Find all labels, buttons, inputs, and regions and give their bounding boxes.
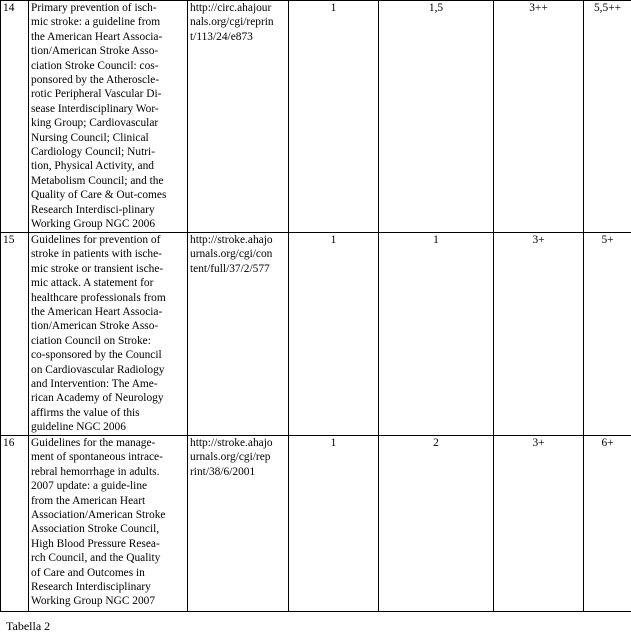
guideline-title: Guidelines for the manage- ment of spontaneous intrace- rebral hemorrhage in adults. 2007 update: a guide-line from the American Heart Association/American Stroke Association Stroke Council, High Blood Pressure Resea- rch Council, and the Quality of Care and Outcomes in Research Interdisciplinary Working Group NGC 2007 bbox=[29, 436, 188, 612]
table-row bbox=[1, 1, 631, 233]
guideline-title: Primary prevention of isch- mic stroke: a guideline from the American Heart Associa- tion/American Stroke Asso- ciation Stroke Council: cos- ponsored by the Atheroscle- rotic Peripheral Vascular Di- sease Interdisciplinary Wor- king Group; Cardiovascular Nursing Council; Clinical Cardiology Council; Nutri- tion, Physical Activity, and Metabolism Council; and the Quality of Care & Out-comes Research Interdisci-plinary Working Group NGC 2006 bbox=[29, 1, 188, 233]
row-number: 16 bbox=[1, 436, 29, 612]
value-cell-2: 1 bbox=[379, 233, 494, 436]
table-caption: Tabella 2 bbox=[6, 619, 51, 633]
value-cell-4: 5+ bbox=[584, 233, 631, 436]
guideline-title: Guidelines for prevention of stroke in patients with ische- mic stroke or transient ische- mic attack. A statement for healthcare professionals from the American Heart Associa- tion/American Stroke Asso- ciation Council on Stroke: co-sponsored by the Council on Cardiovascular Radiology and Intervention: The Ame- rican Academy of Neurology affirms the value of this guideline NGC 2006 bbox=[29, 233, 188, 436]
value-cell-1: 1 bbox=[289, 233, 379, 436]
row-number: 14 bbox=[1, 1, 29, 233]
guideline-url: http://circ.ahajour nals.org/cgi/reprin t/113/24/e873 bbox=[188, 1, 289, 233]
value-cell-1: 1 bbox=[289, 436, 379, 612]
value-cell-2: 1,5 bbox=[379, 1, 494, 233]
row-number: 15 bbox=[1, 233, 29, 436]
value-cell-1: 1 bbox=[289, 1, 379, 233]
table-row bbox=[1, 233, 631, 436]
value-cell-4: 6+ bbox=[584, 436, 631, 612]
value-cell-3: 3++ bbox=[494, 1, 584, 233]
guideline-url: http://stroke.ahajo urnals.org/cgi/rep rint/38/6/2001 bbox=[188, 436, 289, 612]
value-cell-2: 2 bbox=[379, 436, 494, 612]
table-row bbox=[1, 436, 631, 612]
value-cell-3: 3+ bbox=[494, 436, 584, 612]
guideline-url: http://stroke.ahajo urnals.org/cgi/con tent/full/37/2/577 bbox=[188, 233, 289, 436]
value-cell-3: 3+ bbox=[494, 233, 584, 436]
value-cell-4: 5,5++ bbox=[584, 1, 631, 233]
